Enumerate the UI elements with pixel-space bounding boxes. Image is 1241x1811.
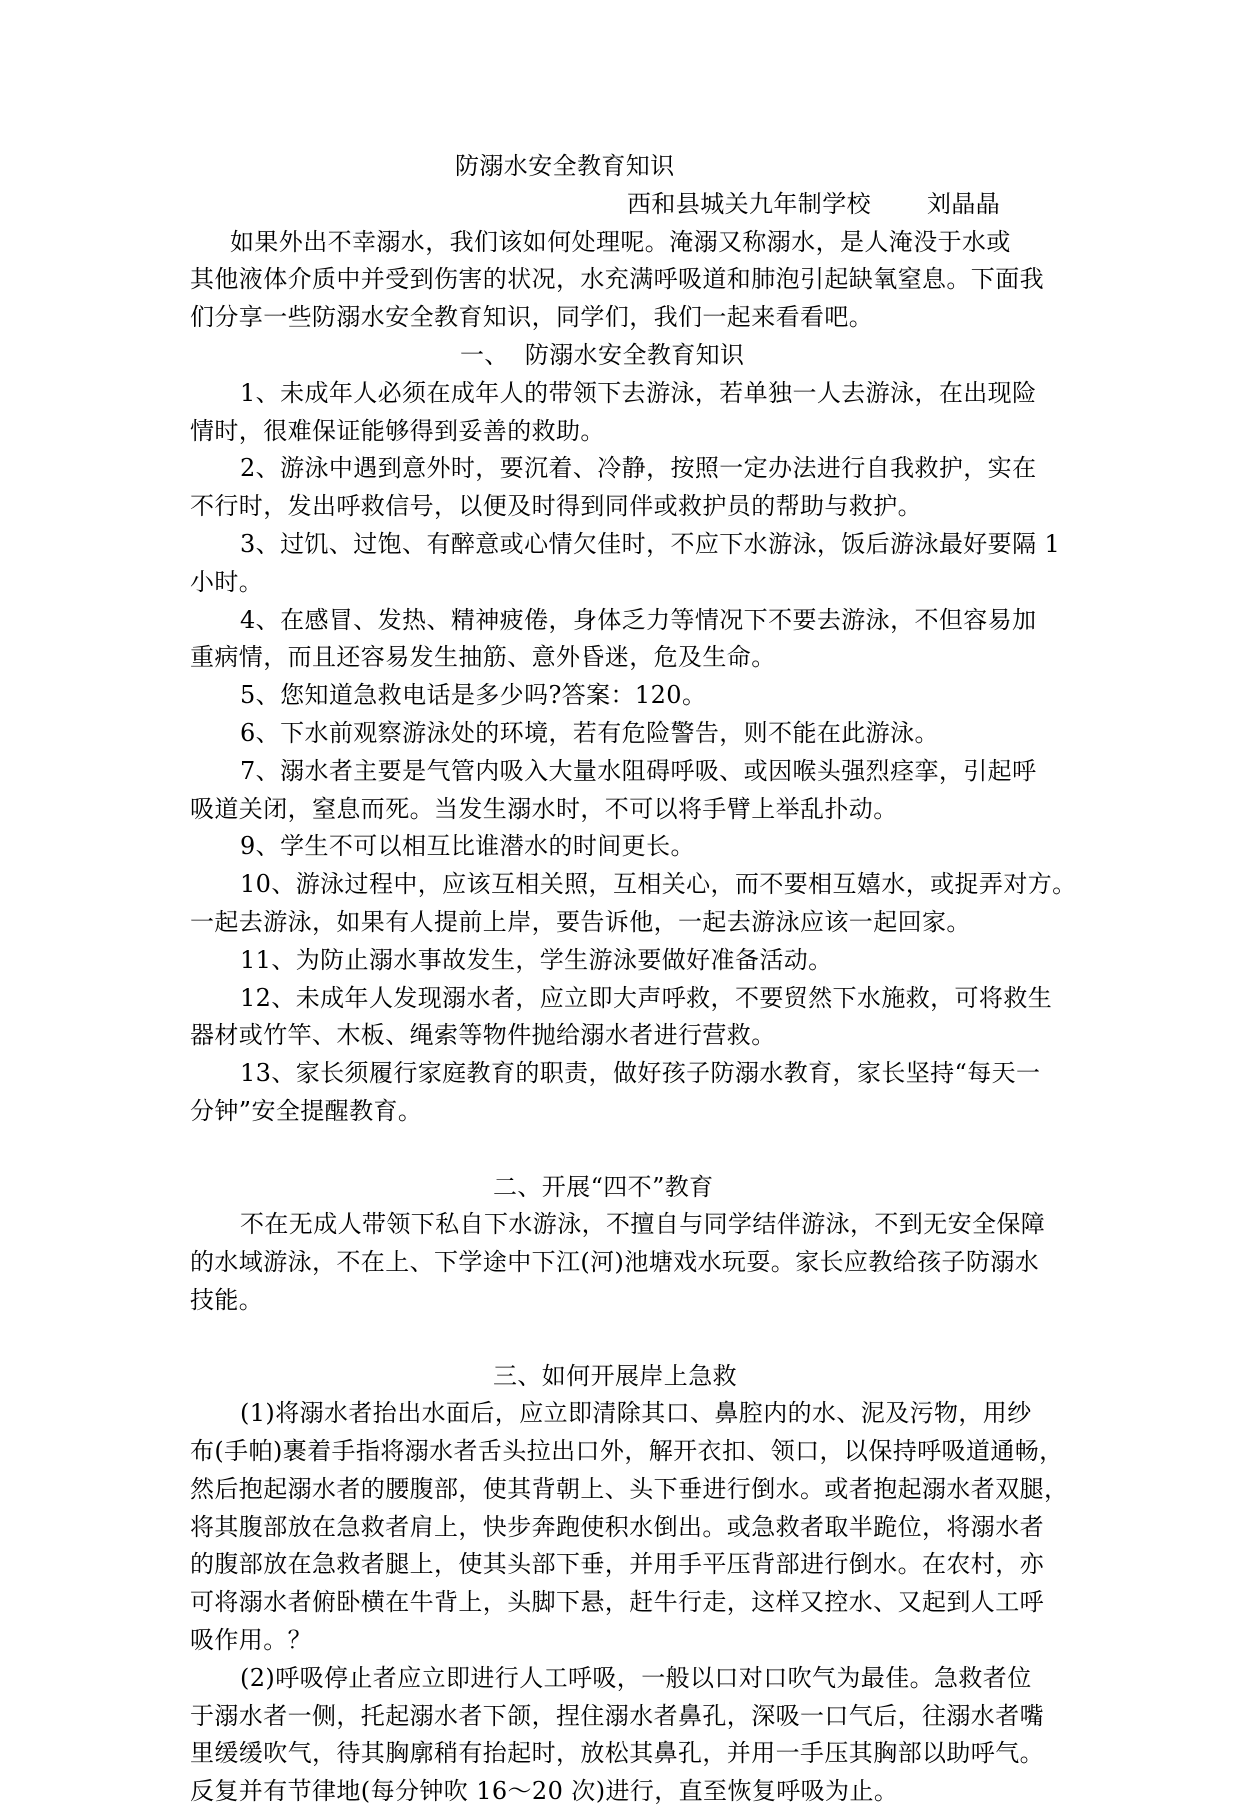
paragraph-line: 器材或竹竿、木板、绳索等物件抛给溺水者进行营救。: [190, 1021, 776, 1050]
paragraph-line: 7、溺水者主要是气管内吸入大量水阻碍呼吸、或因喉头强烈痉挛，引起呼: [240, 756, 1037, 785]
section-heading: 一、 防溺水安全教育知识: [460, 340, 745, 369]
paragraph-line: 6、下水前观察游泳处的环境，若有危险警告，则不能在此游泳。: [240, 718, 939, 747]
paragraph-line: 重病情，而且还容易发生抽筋、意外昏迷，危及生命。: [190, 643, 776, 672]
paragraph-line: (2)呼吸停止者应立即进行人工呼吸，一般以口对口吹气为最佳。急救者位: [240, 1663, 1032, 1692]
paragraph-line: 的水域游泳，不在上、下学途中下江(河)池塘戏水玩耍。家长应教给孩子防溺水: [190, 1248, 1040, 1277]
paragraph-line: 分钟”安全提醒教育。: [190, 1096, 423, 1125]
section-body: [190, 375, 1077, 1131]
paragraph-line: 吸作用。？: [190, 1626, 312, 1655]
paragraph-line: 1、未成年人必须在成年人的带领下去游泳，若单独一人去游泳，在出现险: [240, 378, 1037, 407]
intro-line: 其他液体介质中并受到伤害的状况，水充满呼吸道和肺泡引起缺氧窒息。下面我: [190, 265, 1044, 294]
author-name: 刘晶晶: [927, 189, 1001, 218]
paragraph-line: 反复并有节律地(每分钟吹 16～20 次)进行，直至恢复呼吸为止。: [190, 1777, 899, 1806]
paragraph-line: 吸道关闭，窒息而死。当发生溺水时，不可以将手臂上举乱扑动。: [190, 794, 898, 823]
paragraph-line: 4、在感冒、发热、精神疲倦，身体乏力等情况下不要去游泳，不但容易加: [240, 605, 1037, 634]
intro-line: 如果外出不幸溺水，我们该如何处理呢。淹溺又称溺水，是人淹没于水或: [230, 227, 1011, 256]
paragraph-line: 布(手帕)裹着手指将溺水者舌头拉出口外，解开衣扣、领口，以保持呼吸道通畅，: [190, 1437, 1064, 1466]
paragraph-line: 于溺水者一侧，托起溺水者下颌，捏住溺水者鼻孔，深吸一口气后，往溺水者嘴: [190, 1701, 1044, 1730]
paragraph-line: 10、游泳过程中，应该互相关照，互相关心，而不要相互嬉水，或捉弄对方。: [240, 870, 1077, 899]
paragraph-line: 将其腹部放在急救者肩上，快步奔跑使积水倒出。或急救者取半跪位，将溺水者: [190, 1512, 1044, 1541]
section-gap: [190, 1320, 1060, 1358]
section-heading: 二、开展“四不”教育: [493, 1172, 714, 1201]
paragraph-line: 可将溺水者俯卧横在牛背上，头脚下悬，赶牛行走，这样又控水、又起到人工呼: [190, 1588, 1044, 1617]
paragraph-line: 情时，很难保证能够得到妥善的救助。: [190, 416, 605, 445]
document-page: [190, 148, 1077, 1811]
paragraph-line: (1)将溺水者抬出水面后，应立即清除其口、鼻腔内的水、泥及污物，用纱: [240, 1399, 1032, 1428]
section-heading: 三、如何开展岸上急救: [493, 1361, 737, 1390]
section-body: [190, 1206, 1060, 1319]
paragraph-line: 13、家长须履行家庭教育的职责，做好孩子防溺水教育，家长坚持“每天一: [240, 1059, 1041, 1088]
paragraph-line: 不行时，发出呼救信号，以便及时得到同伴或救护员的帮助与救护。: [190, 492, 922, 521]
intro-line: 们分享一些防溺水安全教育知识，同学们，我们一起来看看吧。: [190, 303, 874, 332]
section-gap: [190, 1131, 1060, 1169]
author-school: 西和县城关九年制学校: [627, 189, 871, 218]
paragraph-line: 11、为防止溺水事故发生，学生游泳要做好准备活动。: [240, 945, 833, 974]
paragraph-line: 一起去游泳，如果有人提前上岸，要告诉他，一起去游泳应该一起回家。: [190, 907, 971, 936]
paragraph-line: 3、过饥、过饱、有醉意或心情欠佳时，不应下水游泳，饭后游泳最好要隔 1: [240, 529, 1061, 558]
section-body: [190, 1395, 1069, 1811]
paragraph-line: 12、未成年人发现溺水者，应立即大声呼救，不要贸然下水施救，可将救生: [240, 983, 1053, 1012]
paragraph-line: 9、学生不可以相互比谁潜水的时间更长。: [240, 832, 695, 861]
paragraph-line: 小时。: [190, 567, 264, 596]
author-line: [190, 186, 1060, 224]
paragraph-line: 然后抱起溺水者的腰腹部，使其背朝上、头下垂进行倒水。或者抱起溺水者双腿，: [190, 1474, 1069, 1503]
paragraph-line: 的腹部放在急救者腿上，使其头部下垂，并用手平压背部进行倒水。在农村，亦: [190, 1550, 1044, 1579]
document-title: 防溺水安全教育知识: [455, 152, 675, 180]
paragraph-line: 里缓缓吹气，待其胸廓稍有抬起时，放松其鼻孔，并用一手压其胸部以助呼气。: [190, 1739, 1044, 1768]
paragraph-line: 2、游泳中遇到意外时，要沉着、冷静，按照一定办法进行自我救护，实在: [240, 454, 1037, 483]
paragraph-line: 技能。: [190, 1285, 264, 1314]
paragraph-line: 5、您知道急救电话是多少吗?答案：120。: [240, 681, 707, 710]
paragraph-line: 不在无成人带领下私自下水游泳，不擅自与同学结伴游泳，不到无安全保障: [240, 1210, 1046, 1239]
